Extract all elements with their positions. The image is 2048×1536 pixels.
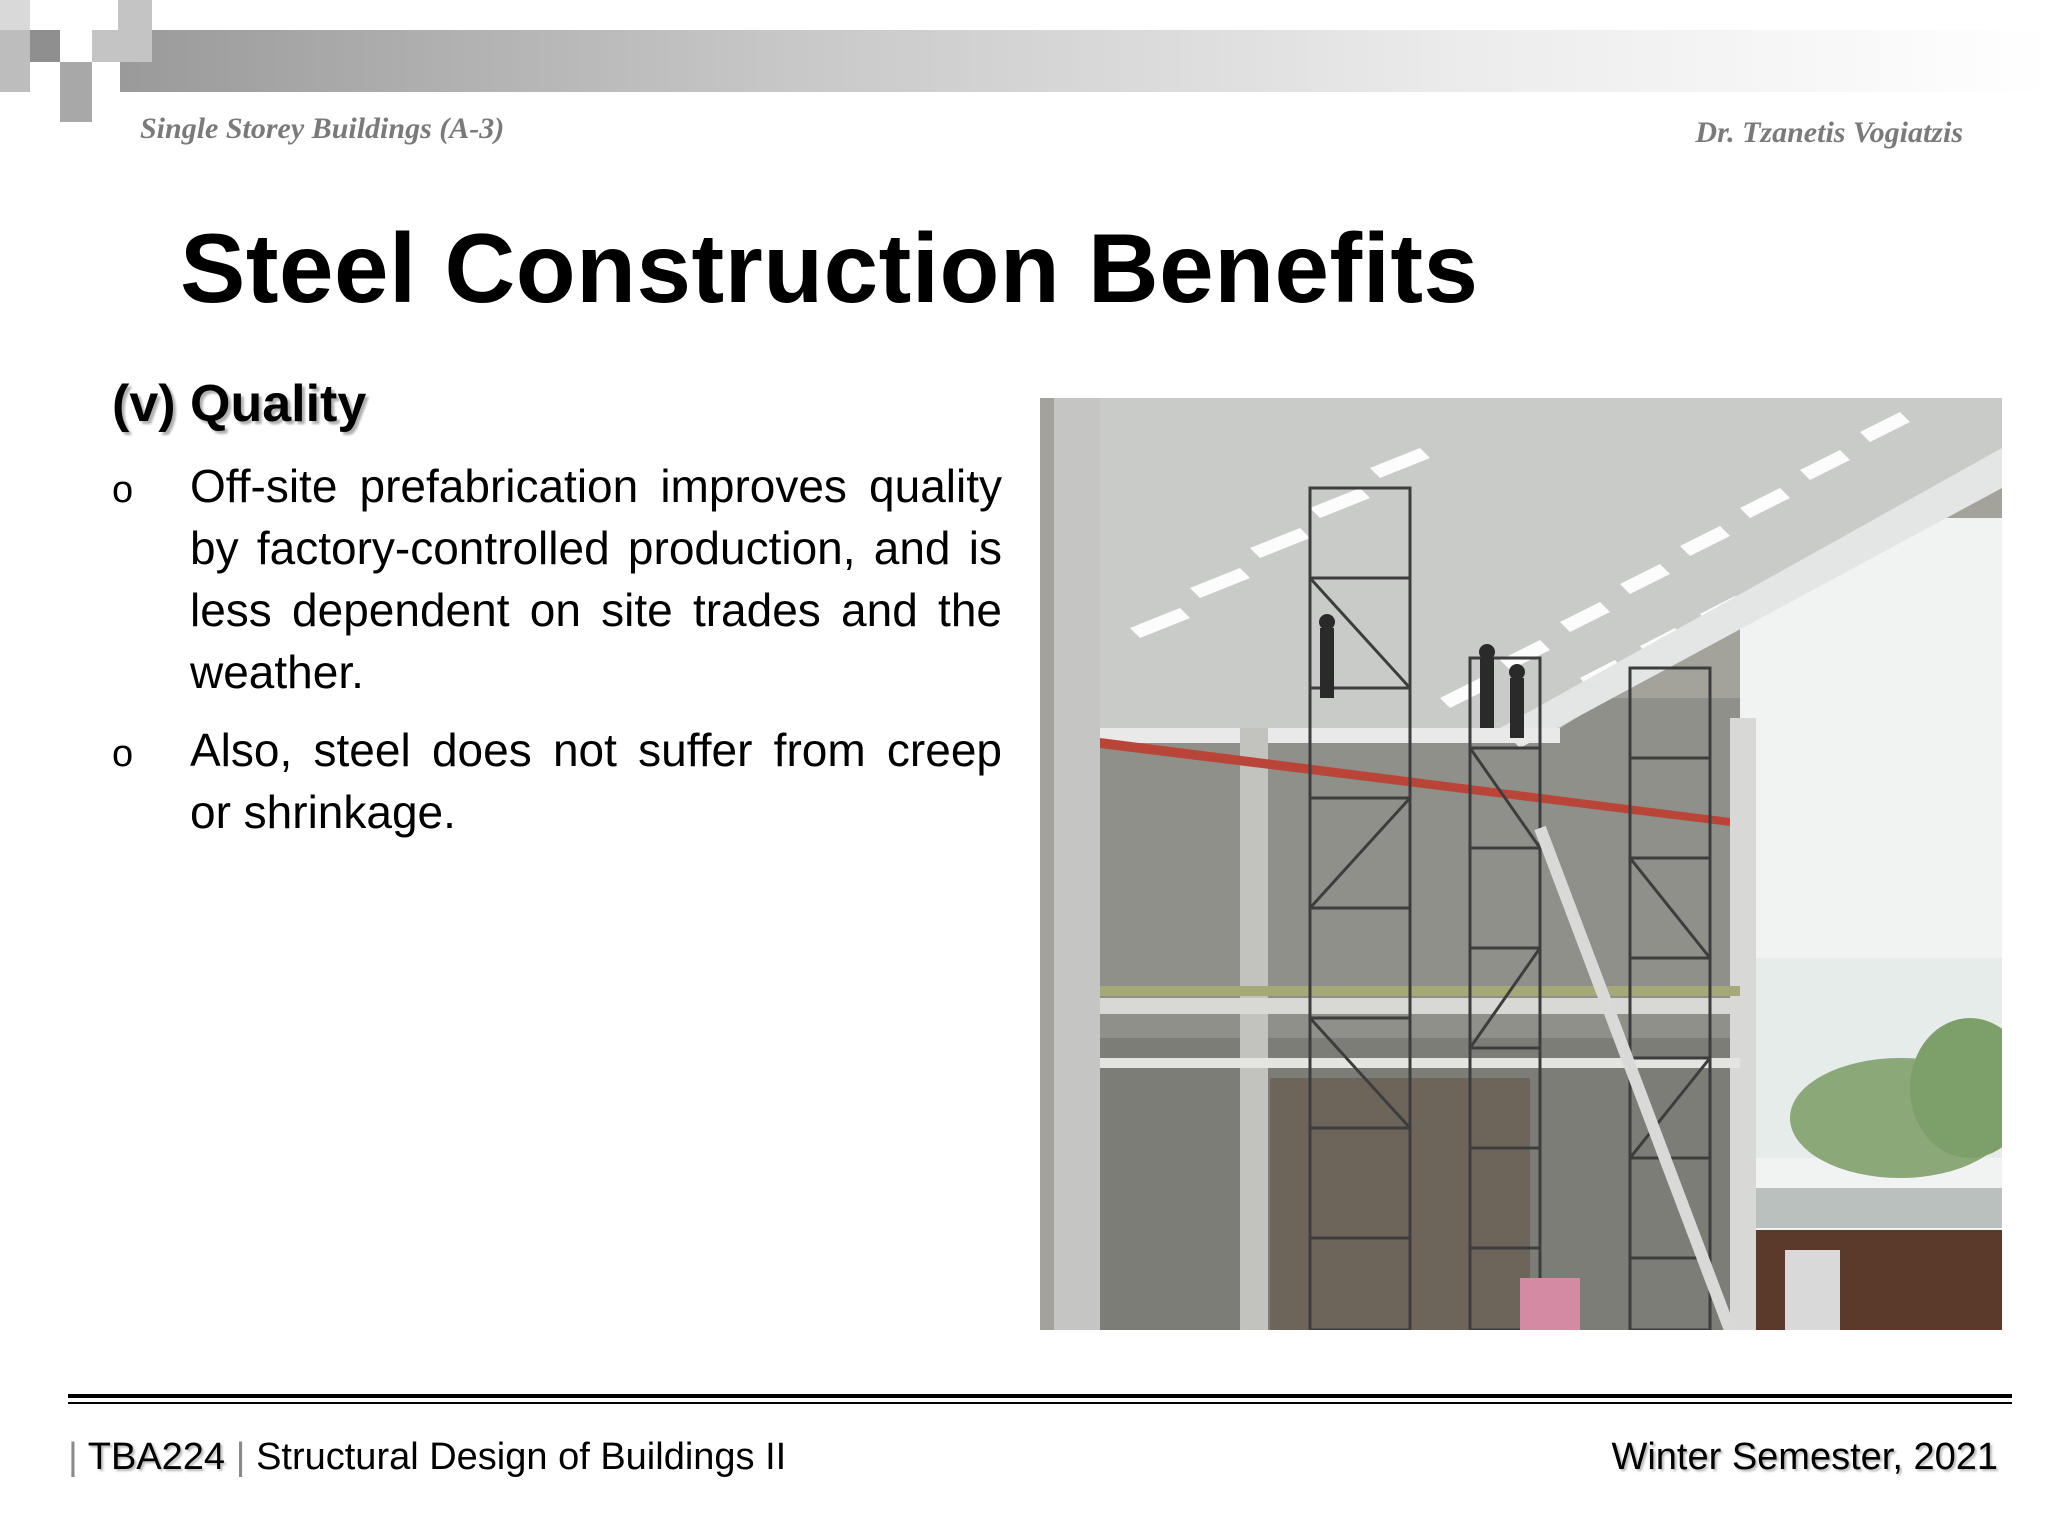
steel-building-photo [1040, 398, 2002, 1330]
decor-square [0, 30, 30, 92]
decor-square [60, 62, 92, 122]
footer-rule [68, 1394, 2012, 1398]
photo-illustration [1040, 398, 2002, 1330]
bullet-item [112, 719, 1002, 843]
decor-square [30, 30, 60, 62]
footer-separator: | [68, 1436, 78, 1478]
bullet-text: Off-site prefabrication improves quality by factory-controlled production, and is less dependent on site trades and the weather. [190, 460, 1002, 698]
header-topic: Single Storey Buildings (A-3) [140, 112, 505, 145]
course-name: Structural Design of Buildings II [256, 1436, 787, 1478]
footer-course [68, 1436, 786, 1479]
header-gradient-bar [120, 30, 2048, 92]
bullet-item [112, 455, 1002, 703]
footer-rule [68, 1402, 2012, 1404]
footer-separator: | [235, 1436, 246, 1478]
slide-title: Steel Construction Benefits [180, 213, 1479, 323]
decor-square [30, 0, 118, 30]
bullet-marker: o [112, 733, 134, 775]
course-code: TBA224 [87, 1436, 226, 1478]
footer-semester: Winter Semester, 2021 [1611, 1436, 1998, 1478]
bullet-marker: o [112, 469, 134, 511]
bullet-text: Also, steel does not suffer from creep or shrinkage. [190, 724, 1002, 838]
header-author: Dr. Tzanetis Vogiatzis [1695, 116, 1963, 149]
decor-square [0, 0, 30, 30]
bullet-list [112, 455, 1002, 859]
section-subheading: (v) Quality [112, 375, 367, 433]
